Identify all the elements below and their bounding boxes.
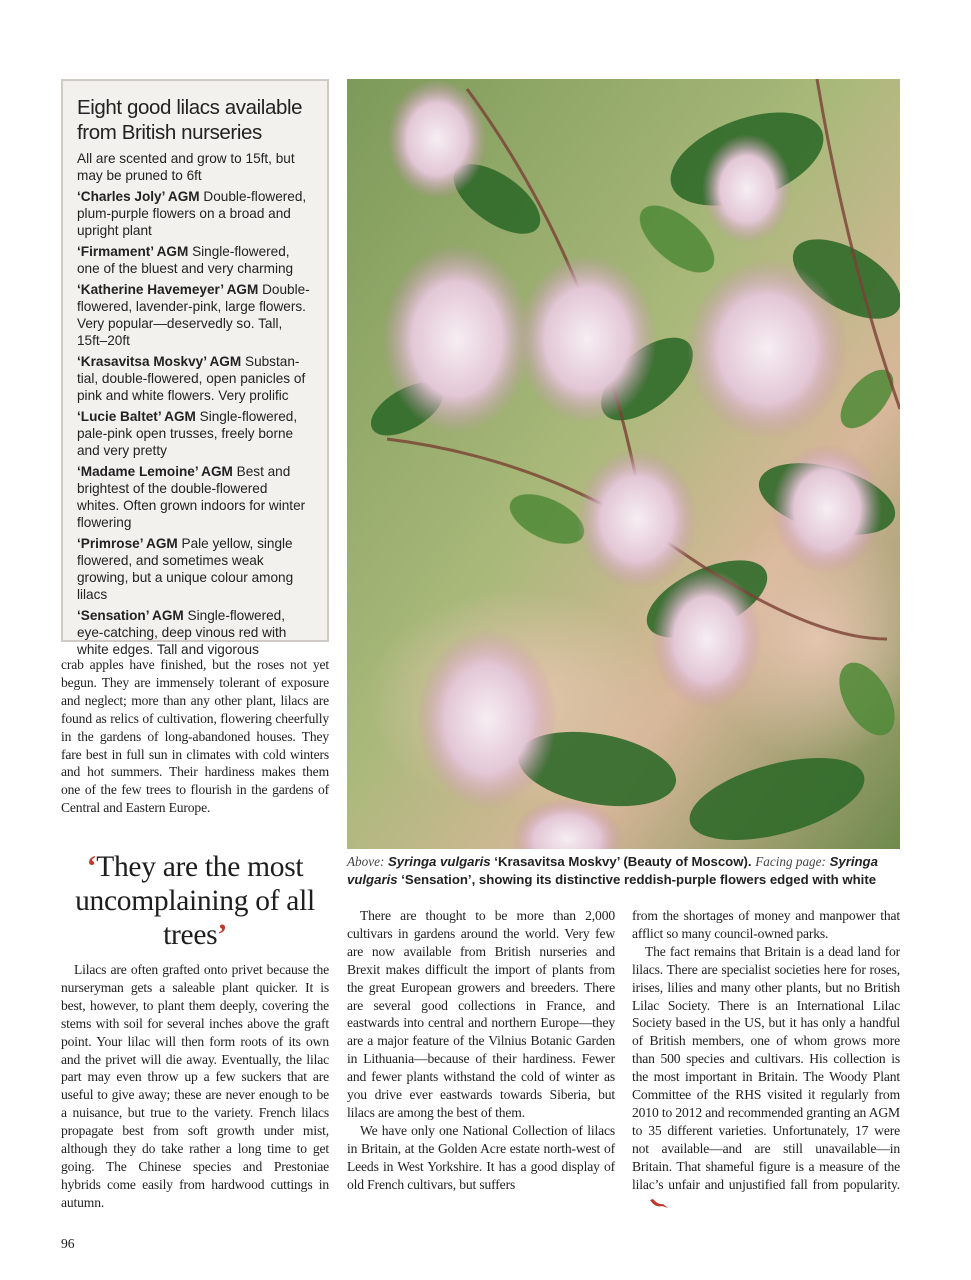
cultivar-name: ‘Charles Joly’ AGM <box>77 189 200 204</box>
cultivar-desc: Single-flowered, pale-pink open trusses, freely borne and very pretty <box>77 409 298 458</box>
cultivar-desc: Single-flowered, one of the bluest and very charming <box>77 244 294 276</box>
caption-cultivar: ‘Krasavitsa Moskvy’ (Beauty of Moscow). <box>494 854 752 869</box>
list-item <box>77 281 313 349</box>
cultivar-desc: Pale yellow, single flowered, and sometimes weak growing, but a unique colour among lilacs <box>77 536 294 602</box>
lilac-photo <box>347 79 900 849</box>
cultivar-name: ‘Krasavitsa Moskvy’ AGM <box>77 354 242 369</box>
body-column-1-top <box>61 656 329 817</box>
body-column-3 <box>632 907 900 1213</box>
cultivar-name: ‘Primrose’ AGM <box>77 536 178 551</box>
body-paragraph: crab apples have finished, but the roses not yet begun. They are immensely tolerant of exposure and neglect; more than any other plant, lilacs are found as relics of cultivation, flowering cheerfully in the gardens of long-abandoned houses. They fare best in full sun in climates with cold winters and hot summers. Their hardiness makes them one of the few trees to flourish in the gardens of Central and Eastern Europe. <box>61 657 329 816</box>
cultivar-name: ‘Sensation’ AGM <box>77 608 184 623</box>
cultivar-desc: Double-flowered, plum-purple flowers on a broad and upright plant <box>77 189 307 238</box>
body-paragraph-last <box>632 943 900 1214</box>
caption-label-above: Above: <box>347 854 385 869</box>
list-item <box>77 188 313 239</box>
cultivar-name: ‘Katherine Havemeyer’ AGM <box>77 282 259 297</box>
list-item <box>77 408 313 459</box>
cultivar-name: ‘Lucie Baltet’ AGM <box>77 409 196 424</box>
sidebar-title: Eight good lilacs available from British nurseries <box>77 96 303 144</box>
cultivar-desc: Double-flowered, lavender-pink, large flowers. Very popular—deservedly so. Tall, 15ft–20ft <box>77 282 310 348</box>
list-item <box>77 535 313 603</box>
cultivar-name: ‘Madame Lemoine’ AGM <box>77 464 233 479</box>
list-item <box>77 243 313 277</box>
cultivar-desc: Single-flowered, eye-catching, deep vinous red with white edges. Tall and vigorous <box>77 608 287 657</box>
page-number: 96 <box>61 1236 75 1251</box>
body-column-2 <box>347 907 615 1194</box>
caption-species: Syringa vulgaris <box>347 854 878 887</box>
pull-quote <box>61 850 329 952</box>
photo-caption <box>347 853 907 889</box>
body-paragraph: There are thought to be more than 2,000 cultivars in gardens around the world. Very few are now available from British nurseries and Brexit makes difficult the import of plants from the great European growers and breeders. There are several good collections in France, and eastwards into central and northern Europe—they are a major feature of the Vilnius Botanic Garden in Lithuania—because of their hardiness. Fewer and fewer plants withstand the cold of winter as you drive ever eastwards towards Siberia, but lilacs are among the best of them. <box>347 908 615 1120</box>
body-paragraph: from the shortages of money and manpower that afflict so many council-owned parks. <box>632 908 900 941</box>
caption-species: Syringa vulgaris <box>388 854 491 869</box>
pull-quote-text: They are the most uncomplaining of all trees <box>75 851 315 951</box>
cultivar-name: ‘Firmament’ AGM <box>77 244 189 259</box>
list-item <box>77 463 313 531</box>
body-column-1-bottom <box>61 961 329 1212</box>
caption-rest: ‘Sensation’, showing its distinctive reddish-purple flowers edged with white <box>401 872 877 887</box>
lilac-list-sidebar <box>61 79 329 657</box>
cultivar-desc: Substan-tial, double-flowered, open panicles of pink and white flowers. Very prolific <box>77 354 306 403</box>
open-quote-mark: ‘ <box>86 851 97 883</box>
body-paragraph: Lilacs are often grafted onto privet because the nurseryman gets a saleable plant quicker. It is best, however, to plant them deeply, covering the stems with soil for several inches above the graft point. Your lilac will then form roots of its own and the privet will die away. Eventually, the lilac part may even throw up a few suckers that are useful to give away; these are never enough to be a nuisance, but true to the variety. French lilacs propagate best from soft growth under mist, although they do take rather a long time to get going. The Chinese species and Prestoniae hybrids come easily from hardwood cuttings in autumn. <box>61 962 329 1210</box>
body-text: The fact remains that Britain is a dead land for lilacs. There are specialist societies here for roses, irises, lilies and many other plants, but no British Lilac Society. There is an International Lilac Society based in the US, but it has only a handful of British members, one of whom grows more than 500 species and cultivars. His collection is the most important in Britain. The Woody Plant Committee of the RHS visited it regularly from 2010 to 2012 and recommended granting an AGM to 35 different varieties. Unfortunately, 17 were not available—and are still unavailable—in Britain. That shameful figure is a measure of the lilac’s unfair and unjustified fall from popularity. <box>632 943 900 1192</box>
list-item <box>77 607 313 658</box>
close-quote-mark: ’ <box>217 919 227 951</box>
sidebar-subtitle: All are scented and grow to 15ft, but may be pruned to 6ft <box>77 151 295 183</box>
caption-label-facing: Facing page: <box>755 854 826 869</box>
cultivar-desc: Best and brightest of the double-flowered whites. Often grown indoors for winter flowering <box>77 464 306 530</box>
body-paragraph: We have only one National Collection of lilacs in Britain, at the Golden Acre estate north-west of Leeds in West Yorkshire. It has a good display of old French cultivars, but suffers <box>347 1122 615 1192</box>
pheasant-end-mark-icon <box>636 1196 669 1214</box>
list-item <box>77 353 313 404</box>
